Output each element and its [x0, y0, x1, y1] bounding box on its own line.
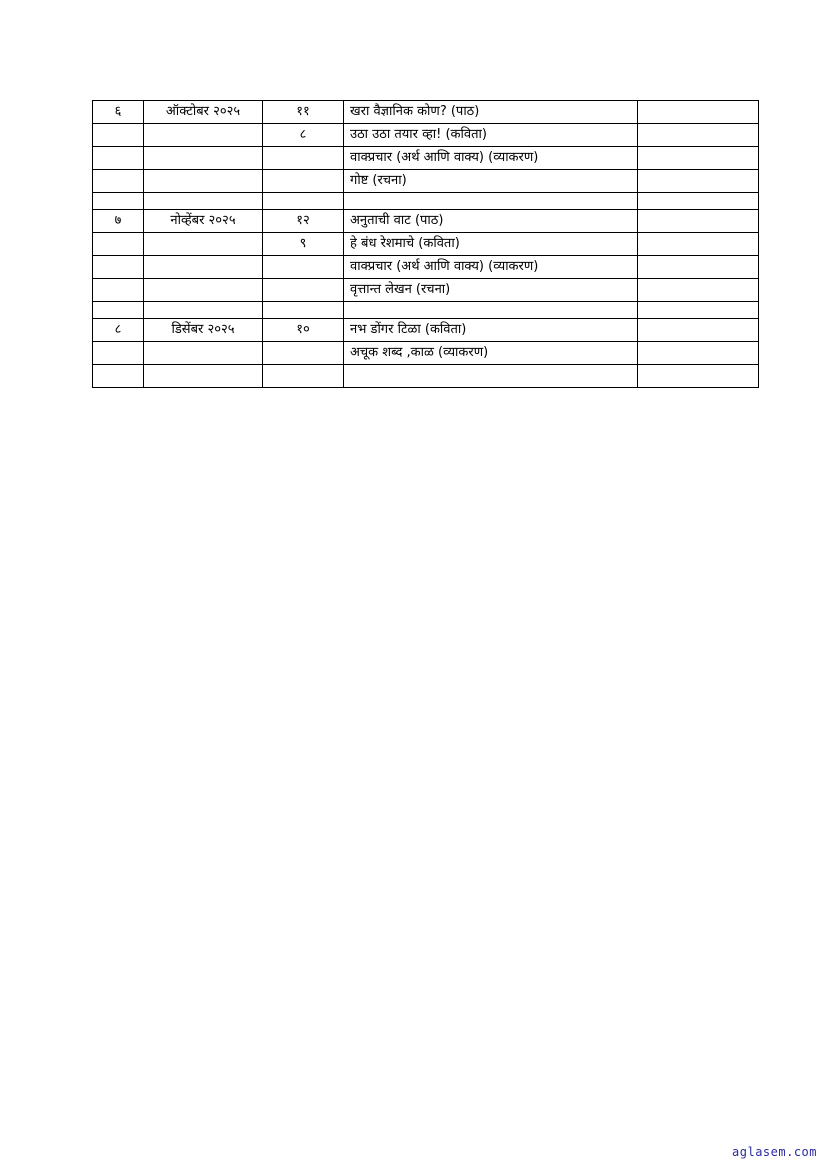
- remark-cell: [638, 256, 759, 279]
- month-cell: डिसेंबर २०२५: [144, 319, 263, 342]
- remark-cell: [638, 210, 759, 233]
- remark-cell: [638, 101, 759, 124]
- table-row-spacer: [93, 302, 759, 319]
- topic-cell: वाक्प्रचार (अर्थ आणि वाक्य) (व्याकरण): [344, 147, 638, 170]
- syllabus-table-body: [93, 101, 759, 388]
- table-row: [93, 210, 759, 233]
- month-cell: [144, 147, 263, 170]
- lesson-number-cell: ८: [263, 124, 344, 147]
- table-row: [93, 101, 759, 124]
- remark-cell: [638, 170, 759, 193]
- topic-cell: खरा वैज्ञानिक कोण? (पाठ): [344, 101, 638, 124]
- lesson-number-cell: [263, 147, 344, 170]
- table-row: [93, 279, 759, 302]
- lesson-number-cell: [263, 302, 344, 319]
- topic-cell: अचूक शब्द ,काळ (व्याकरण): [344, 342, 638, 365]
- serial-number-cell: ६: [93, 101, 144, 124]
- topic-cell: [344, 365, 638, 388]
- month-cell: [144, 279, 263, 302]
- lesson-number-cell: [263, 365, 344, 388]
- topic-cell: गोष्ट (रचना): [344, 170, 638, 193]
- remark-cell: [638, 302, 759, 319]
- topic-cell: [344, 193, 638, 210]
- topic-cell: [344, 302, 638, 319]
- lesson-number-cell: १०: [263, 319, 344, 342]
- table-row: [93, 342, 759, 365]
- month-cell: [144, 342, 263, 365]
- serial-number-cell: [93, 302, 144, 319]
- lesson-number-cell: ९: [263, 233, 344, 256]
- month-cell: [144, 256, 263, 279]
- month-cell: [144, 124, 263, 147]
- lesson-number-cell: ११: [263, 101, 344, 124]
- topic-cell: नभ डोंगर टिळा (कविता): [344, 319, 638, 342]
- remark-cell: [638, 365, 759, 388]
- month-cell: [144, 302, 263, 319]
- topic-cell: हे बंध रेशमाचे (कविता): [344, 233, 638, 256]
- month-cell: [144, 193, 263, 210]
- topic-cell: वाक्प्रचार (अर्थ आणि वाक्य) (व्याकरण): [344, 256, 638, 279]
- watermark-text[interactable]: aglasem.com: [732, 1145, 817, 1159]
- serial-number-cell: [93, 170, 144, 193]
- month-cell: ऑक्टोबर २०२५: [144, 101, 263, 124]
- topic-cell: अनुताची वाट (पाठ): [344, 210, 638, 233]
- table-row: [93, 124, 759, 147]
- table-row: [93, 319, 759, 342]
- lesson-number-cell: [263, 342, 344, 365]
- month-cell: [144, 233, 263, 256]
- table-row: [93, 365, 759, 388]
- remark-cell: [638, 124, 759, 147]
- lesson-number-cell: १२: [263, 210, 344, 233]
- month-cell: [144, 170, 263, 193]
- lesson-number-cell: [263, 170, 344, 193]
- serial-number-cell: [93, 124, 144, 147]
- serial-number-cell: ७: [93, 210, 144, 233]
- serial-number-cell: [93, 342, 144, 365]
- syllabus-table: [92, 100, 759, 388]
- table-row: [93, 147, 759, 170]
- table-row: [93, 233, 759, 256]
- topic-cell: वृत्तान्त लेखन (रचना): [344, 279, 638, 302]
- remark-cell: [638, 319, 759, 342]
- month-cell: [144, 365, 263, 388]
- serial-number-cell: ८: [93, 319, 144, 342]
- serial-number-cell: [93, 193, 144, 210]
- remark-cell: [638, 342, 759, 365]
- remark-cell: [638, 279, 759, 302]
- table-row-spacer: [93, 193, 759, 210]
- month-cell: नोव्हेंबर २०२५: [144, 210, 263, 233]
- lesson-number-cell: [263, 193, 344, 210]
- serial-number-cell: [93, 147, 144, 170]
- topic-cell: उठा उठा तयार व्हा! (कविता): [344, 124, 638, 147]
- serial-number-cell: [93, 279, 144, 302]
- remark-cell: [638, 233, 759, 256]
- serial-number-cell: [93, 233, 144, 256]
- lesson-number-cell: [263, 256, 344, 279]
- table-row: [93, 170, 759, 193]
- table-row: [93, 256, 759, 279]
- remark-cell: [638, 147, 759, 170]
- serial-number-cell: [93, 365, 144, 388]
- lesson-number-cell: [263, 279, 344, 302]
- serial-number-cell: [93, 256, 144, 279]
- remark-cell: [638, 193, 759, 210]
